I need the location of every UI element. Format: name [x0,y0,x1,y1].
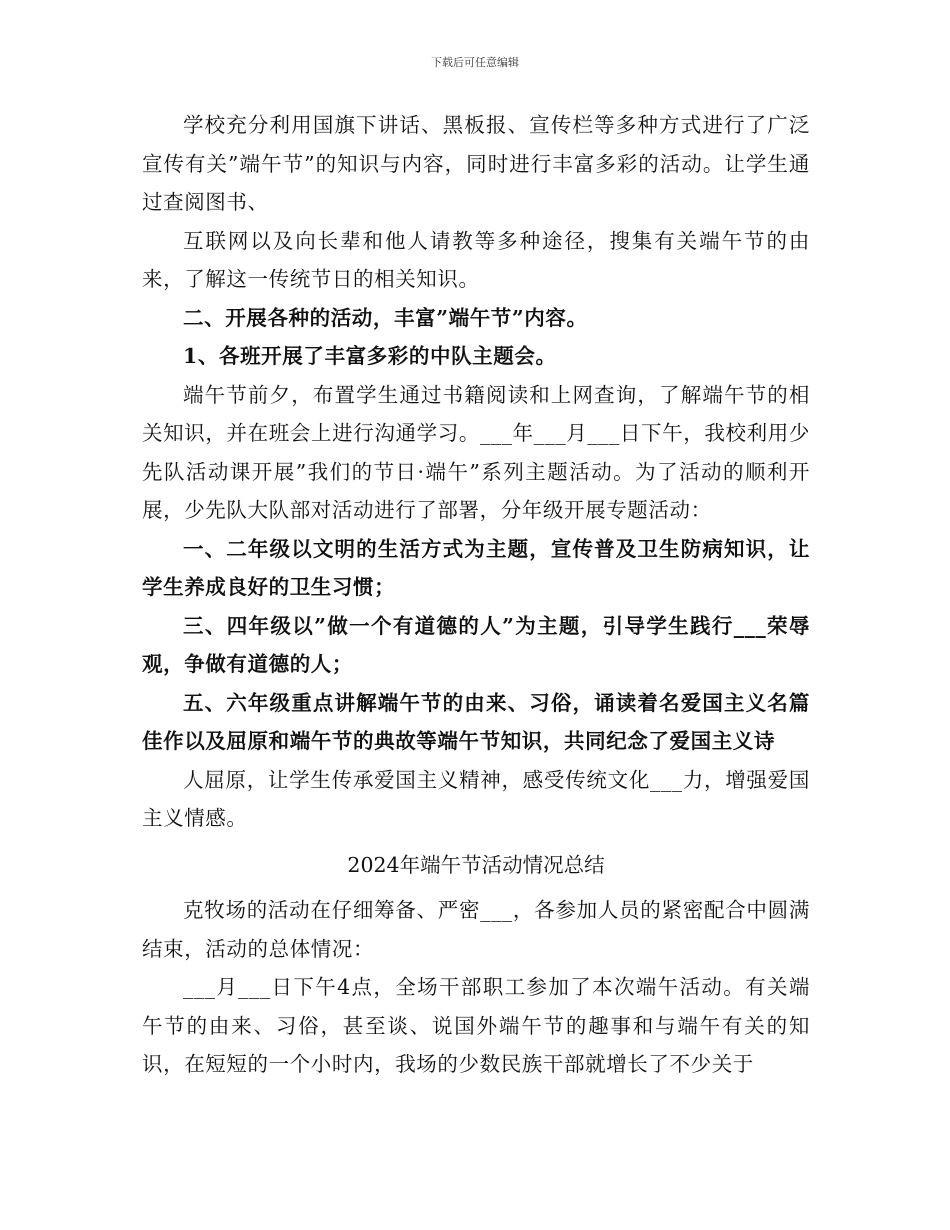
heading-activities: 二、开展各种的活动，丰富”端午节”内容。 [183,305,588,330]
paragraph-qu-yuan: 人屈原，让学生传承爱国主义精神，感受传统文化___力，增强爱国主义情感。 [142,767,810,830]
paragraph-grade-3-4: 三、四年级以”做一个有道德的人”为主题，引导学生践行___荣辱观，争做有道德的人； [142,613,810,676]
paragraph-publicity: 学校充分利用国旗下讲话、黑板报、宣传栏等多种方式进行了广泛宣传有关”端午节”的知识与内容，同时进行丰富多彩的活动。让学生通过查阅图书、 [142,113,810,214]
section-title: 2024年端午节活动情况总结 [347,852,605,877]
document-body [142,106,810,1084]
page-header-note: 下载后可任意编辑 [431,56,519,69]
paragraph-grade-5-6: 五、六年级重点讲解端午节的由来、习俗，诵读着名爱国主义名篇佳作以及屈原和端午节的典故等端午节知识，共同纪念了爱国主义诗 [142,690,810,753]
paragraph-class-meeting-details: 端午节前夕，布置学生通过书籍阅读和上网查询，了解端午节的相关知识，并在班会上进行沟通学习。___年___月___日下午，我校利用少先队活动课开展”我们的节日·端午”系列主题活动。为了活动的顺利开展，少先队大队部对活动进行了部署，分年级开展专题活动： [142,382,810,522]
paragraph-grade-1-2: 一、二年级以文明的生活方式为主题，宣传普及卫生防病知识，让学生养成良好的卫生习惯； [142,536,810,599]
paragraph-research-methods: 互联网以及向长辈和他人请教等多种途径，搜集有关端午节的由来，了解这一传统节日的相关知识。 [142,228,810,291]
paragraph-ranch-details: ___月___日下午4点，全场干部职工参加了本次端午活动。有关端午节的由来、习俗，甚至谈、说国外端午节的趣事和与端午有关的知识，在短短的一个小时内，我场的少数民族干部就增长了不少关于 [142,975,810,1076]
heading-class-meetings: 1、各班开展了丰富多彩的中队主题会。 [183,344,557,368]
paragraph-ranch-activity: 克牧场的活动在仔细筹备、严密___，各参加人员的紧密配合中圆满结束，活动的总体情况： [142,898,810,961]
